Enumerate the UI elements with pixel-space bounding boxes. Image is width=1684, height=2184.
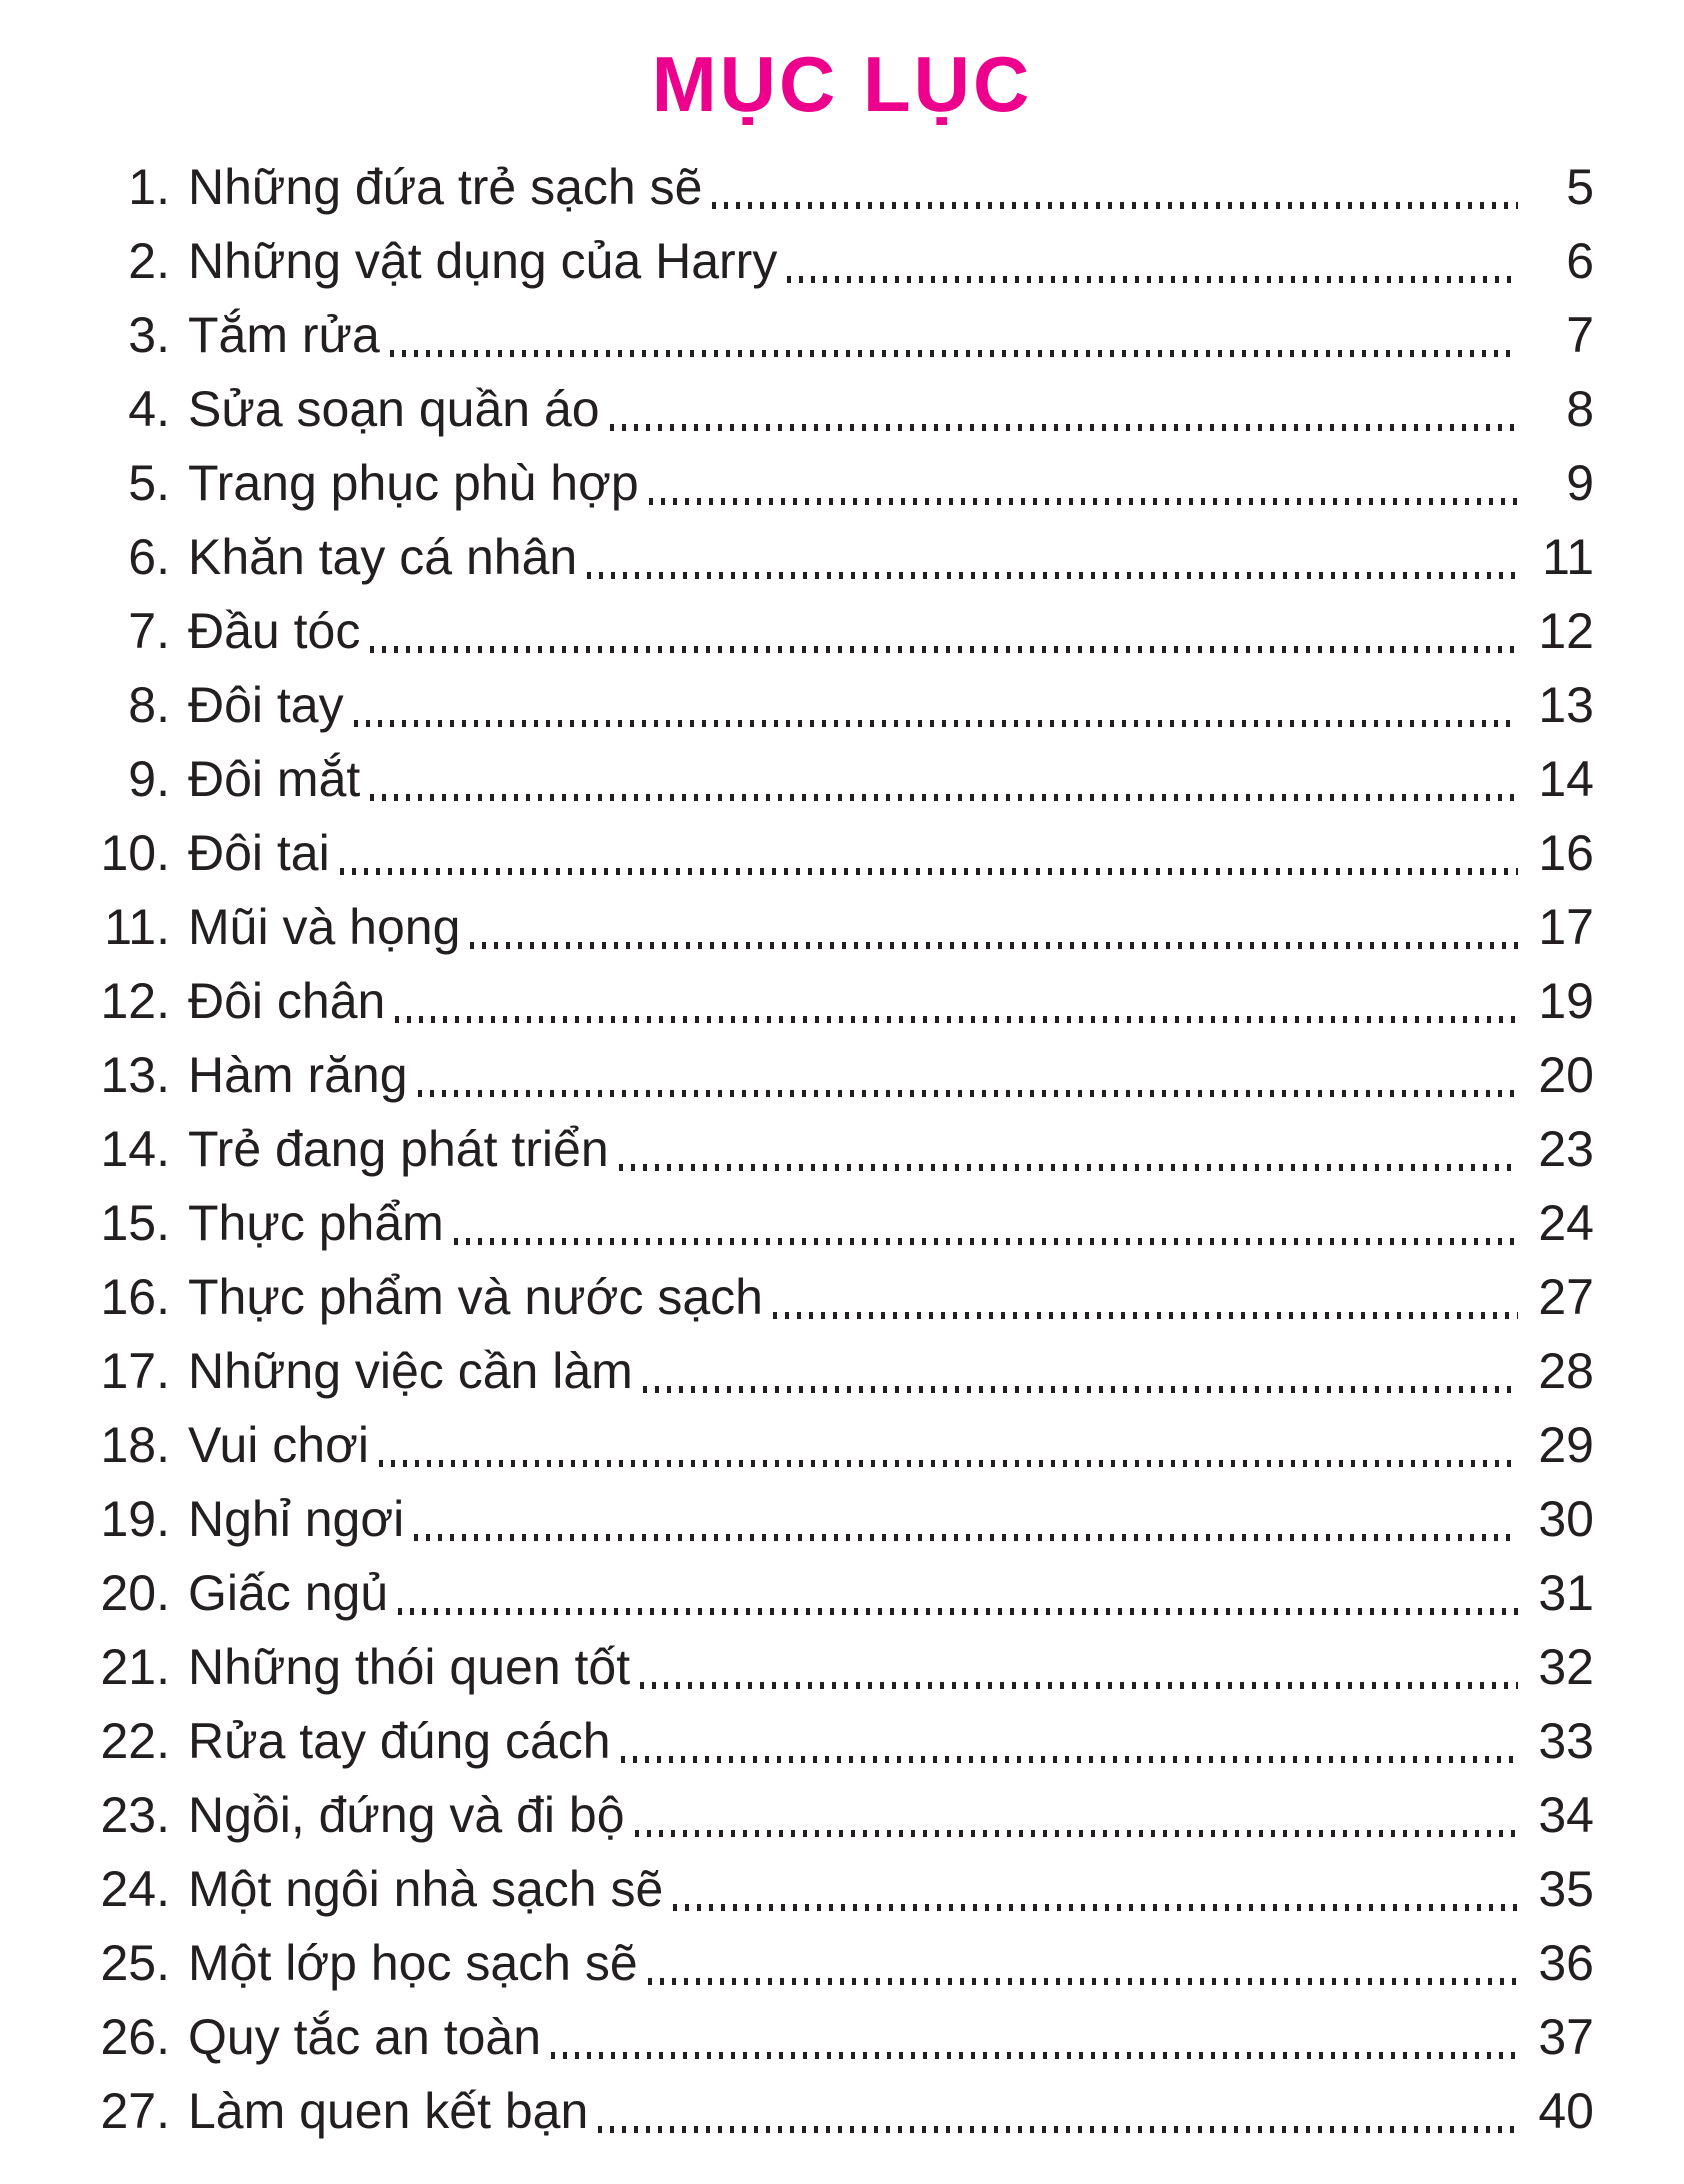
toc-entry-page: 23	[1538, 1120, 1594, 1177]
toc-entry-number: 8.	[128, 676, 170, 733]
toc-row	[86, 1334, 1594, 1408]
toc-entry-page: 29	[1538, 1416, 1594, 1473]
toc-entry-label: Đầu tóc	[188, 602, 361, 659]
toc-entry-number: 15.	[100, 1194, 170, 1251]
toc-entry-label: Một lớp học sạch sẽ	[188, 1934, 638, 1991]
toc-entry-page: 14	[1538, 750, 1594, 807]
toc-entry-label: Đôi tai	[188, 824, 330, 881]
toc-entry-label: Những đứa trẻ sạch sẽ	[188, 158, 703, 215]
dot-leader-icon	[354, 720, 1518, 727]
dot-leader-icon	[370, 794, 1518, 801]
toc-entry-number: 26.	[100, 2008, 170, 2065]
toc-row	[86, 1038, 1594, 1112]
dot-leader-icon	[773, 1312, 1518, 1319]
dot-leader-icon	[418, 1090, 1518, 1097]
toc-entry-label: Thực phẩm	[188, 1194, 444, 1251]
toc-row	[86, 964, 1594, 1038]
toc-entry-page: 35	[1538, 1860, 1594, 1917]
toc-entry-page: 31	[1538, 1564, 1594, 1621]
toc-entry-number: 12.	[100, 972, 170, 1029]
toc-row	[86, 150, 1594, 224]
toc-entry-number: 3.	[128, 306, 170, 363]
toc-row	[86, 1408, 1594, 1482]
toc-entry-page: 5	[1566, 158, 1594, 215]
toc-entry-number: 5.	[128, 454, 170, 511]
toc-entry-number: 1.	[128, 158, 170, 215]
toc-entry-label: Quy tắc an toàn	[188, 2008, 542, 2065]
toc-entry-number: 23.	[100, 1786, 170, 1843]
toc-entry-number: 24.	[100, 1860, 170, 1917]
toc-entry-page: 6	[1566, 232, 1594, 289]
toc-entry-label: Hàm răng	[188, 1046, 408, 1103]
toc-entry-page: 24	[1538, 1194, 1594, 1251]
toc-entry-page: 9	[1566, 454, 1594, 511]
toc-row	[86, 372, 1594, 446]
dot-leader-icon	[598, 2126, 1518, 2133]
toc-entry-number: 16.	[100, 1268, 170, 1325]
toc-entry-label: Tắm rửa	[188, 306, 380, 363]
dot-leader-icon	[643, 1386, 1518, 1393]
dot-leader-icon	[395, 1016, 1518, 1023]
toc-entry-page: 40	[1538, 2082, 1594, 2139]
toc-entry-page: 36	[1538, 1934, 1594, 1991]
toc-entry-page: 17	[1538, 898, 1594, 955]
toc-row	[86, 1482, 1594, 1556]
toc-entry-label: Làm quen kết bạn	[188, 2082, 589, 2139]
dot-leader-icon	[470, 942, 1518, 949]
toc-entry-label: Rửa tay đúng cách	[188, 1712, 611, 1769]
toc-entry-label: Trẻ đang phát triển	[188, 1120, 609, 1177]
toc-entry-number: 18.	[100, 1416, 170, 1473]
toc-row	[86, 1186, 1594, 1260]
toc-row	[86, 742, 1594, 816]
toc-row	[86, 816, 1594, 890]
toc-entry-number: 9.	[128, 750, 170, 807]
dot-leader-icon	[649, 498, 1518, 505]
toc-entry-page: 27	[1538, 1268, 1594, 1325]
toc-row	[86, 1260, 1594, 1334]
toc-entry-number: 27.	[100, 2082, 170, 2139]
dot-leader-icon	[398, 1608, 1518, 1615]
toc-entry-number: 13.	[100, 1046, 170, 1103]
dot-leader-icon	[370, 646, 1518, 653]
dot-leader-icon	[787, 276, 1518, 283]
toc-row	[86, 1112, 1594, 1186]
toc-entry-page: 8	[1566, 380, 1594, 437]
toc-row	[86, 2000, 1594, 2074]
toc-entry-page: 7	[1566, 306, 1594, 363]
toc-list	[0, 150, 1684, 2148]
toc-entry-label: Ngồi, đứng và đi bộ	[188, 1786, 625, 1843]
toc-row	[86, 520, 1594, 594]
toc-row	[86, 1926, 1594, 2000]
toc-row	[86, 446, 1594, 520]
toc-entry-number: 14.	[100, 1120, 170, 1177]
toc-entry-label: Những vật dụng của Harry	[188, 232, 778, 289]
toc-entry-label: Sửa soạn quần áo	[188, 380, 600, 437]
toc-entry-number: 4.	[128, 380, 170, 437]
dot-leader-icon	[635, 1830, 1518, 1837]
toc-row	[86, 594, 1594, 668]
toc-entry-page: 28	[1538, 1342, 1594, 1399]
toc-entry-number: 19.	[100, 1490, 170, 1547]
toc-entry-label: Những thói quen tốt	[188, 1638, 631, 1695]
toc-row	[86, 890, 1594, 964]
toc-row	[86, 2074, 1594, 2148]
dot-leader-icon	[414, 1534, 1518, 1541]
dot-leader-icon	[390, 350, 1518, 357]
page-title: MỤC LỤC	[651, 40, 1033, 128]
toc-entry-label: Trang phục phù hợp	[188, 454, 639, 511]
dot-leader-icon	[610, 424, 1518, 431]
dot-leader-icon	[640, 1682, 1518, 1689]
toc-row	[86, 1704, 1594, 1778]
dot-leader-icon	[587, 572, 1518, 579]
toc-entry-label: Một ngôi nhà sạch sẽ	[188, 1860, 664, 1917]
dot-leader-icon	[454, 1238, 1518, 1245]
toc-entry-page: 12	[1538, 602, 1594, 659]
toc-row	[86, 1556, 1594, 1630]
toc-entry-number: 17.	[100, 1342, 170, 1399]
toc-entry-label: Giấc ngủ	[188, 1564, 389, 1621]
toc-entry-page: 20	[1538, 1046, 1594, 1103]
toc-entry-page: 37	[1538, 2008, 1594, 2065]
toc-entry-label: Đôi chân	[188, 972, 386, 1029]
dot-leader-icon	[621, 1756, 1518, 1763]
toc-entry-label: Nghỉ ngơi	[188, 1490, 405, 1547]
toc-row	[86, 1852, 1594, 1926]
toc-entry-number: 20.	[100, 1564, 170, 1621]
toc-entry-page: 13	[1538, 676, 1594, 733]
toc-entry-label: Vui chơi	[188, 1416, 370, 1473]
toc-row	[86, 298, 1594, 372]
toc-entry-label: Thực phẩm và nước sạch	[188, 1268, 763, 1325]
toc-entry-page: 16	[1538, 824, 1594, 881]
dot-leader-icon	[673, 1904, 1518, 1911]
toc-entry-page: 34	[1538, 1786, 1594, 1843]
toc-entry-page: 30	[1538, 1490, 1594, 1547]
toc-entry-label: Đôi tay	[188, 676, 344, 733]
toc-entry-number: 21.	[100, 1638, 170, 1695]
toc-row	[86, 224, 1594, 298]
toc-entry-number: 11.	[104, 898, 170, 955]
toc-entry-label: Mũi và họng	[188, 898, 461, 955]
toc-entry-page: 19	[1538, 972, 1594, 1029]
toc-entry-page: 32	[1538, 1638, 1594, 1695]
dot-leader-icon	[551, 2052, 1518, 2059]
toc-entry-number: 25.	[100, 1934, 170, 1991]
dot-leader-icon	[712, 202, 1518, 209]
toc-row	[86, 1630, 1594, 1704]
toc-entry-label: Những việc cần làm	[188, 1342, 633, 1399]
dot-leader-icon	[379, 1460, 1518, 1467]
toc-entry-label: Đôi mắt	[188, 750, 361, 807]
toc-entry-number: 2.	[128, 232, 170, 289]
toc-row	[86, 668, 1594, 742]
toc-entry-page: 11	[1542, 528, 1594, 585]
toc-entry-page: 33	[1538, 1712, 1594, 1769]
toc-row	[86, 1778, 1594, 1852]
dot-leader-icon	[340, 868, 1518, 875]
toc-entry-number: 10.	[100, 824, 170, 881]
toc-entry-number: 6.	[128, 528, 170, 585]
toc-entry-number: 7.	[128, 602, 170, 659]
toc-entry-number: 22.	[100, 1712, 170, 1769]
toc-entry-label: Khăn tay cá nhân	[188, 528, 578, 585]
dot-leader-icon	[648, 1978, 1518, 1985]
dot-leader-icon	[619, 1164, 1518, 1171]
